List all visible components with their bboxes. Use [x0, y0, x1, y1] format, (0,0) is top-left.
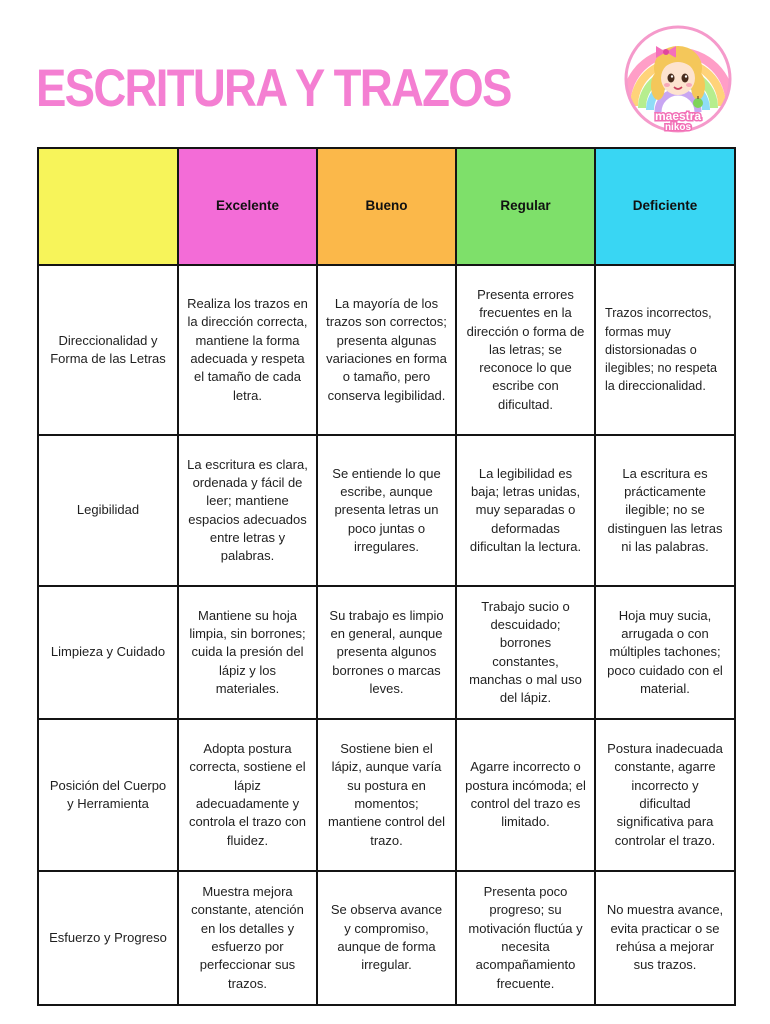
bueno-cell: Se entiende lo que escribe, aunque presenta letras un poco juntas o irregulares. [317, 435, 456, 586]
table-row [38, 586, 735, 719]
criterion-cell: Posición del Cuerpo y Herramienta [38, 719, 178, 871]
table-row [38, 435, 735, 586]
regular-cell: La legibilidad es baja; letras unidas, muy separadas o deformadas dificultan la lectura. [456, 435, 595, 586]
deficiente-cell: Hoja muy sucia, arrugada o con múltiples tachones; poco cuidado con el material. [595, 586, 735, 719]
regular-cell: Agarre incorrecto o postura incómoda; el control del trazo es limitado. [456, 719, 595, 871]
logo-text-maestra: maestra [654, 109, 702, 123]
criterion-cell: Legibilidad [38, 435, 178, 586]
table-row [38, 871, 735, 1005]
deficiente-cell: No muestra avance, evita practicar o se rehúsa a mejorar sus trazos. [595, 871, 735, 1005]
criterion-cell: Limpieza y Cuidado [38, 586, 178, 719]
maestra-nikos-logo [622, 24, 734, 134]
regular-cell: Presenta errores frecuentes en la dirección o forma de las letras; se reconoce lo que escribe con dificultad. [456, 265, 595, 435]
criterion-cell: Direccionalidad y Forma de las Letras [38, 265, 178, 435]
excelente-cell: La escritura es clara, ordenada y fácil de leer; mantiene espacios adecuados entre letras y palabras. [178, 435, 317, 586]
excelente-cell: Mantiene su hoja limpia, sin borrones; cuida la presión del lápiz y los materiales. [178, 586, 317, 719]
excelente-cell: Muestra mejora constante, atención en los detalles y esfuerzo por perfeccionar sus trazos. [178, 871, 317, 1005]
header-regular: Regular [456, 148, 595, 265]
bueno-cell: Se observa avance y compromiso, aunque de forma irregular. [317, 871, 456, 1005]
logo-text-nikos: nikos [664, 122, 692, 133]
rubric-header-row [38, 148, 735, 265]
header-bueno: Bueno [317, 148, 456, 265]
page-title: ESCRITURA Y TRAZOS [36, 59, 511, 118]
regular-cell: Presenta poco progreso; su motivación fluctúa y necesita acompañamiento frecuente. [456, 871, 595, 1005]
deficiente-cell: La escritura es prácticamente ilegible; no se distinguen las letras ni las palabras. [595, 435, 735, 586]
deficiente-cell: Trazos incorrectos, formas muy distorsionadas o ilegibles; no respeta la direccionalidad. [595, 265, 735, 435]
regular-cell: Trabajo sucio o descuidado; borrones constantes, manchas o mal uso del lápiz. [456, 586, 595, 719]
header-deficiente: Deficiente [595, 148, 735, 265]
rubric-table [37, 147, 736, 1006]
bueno-cell: La mayoría de los trazos son correctos; presenta algunas variaciones en forma o tamaño, pero conserva legibilidad. [317, 265, 456, 435]
deficiente-cell: Postura inadecuada constante, agarre incorrecto y dificultad significativa para controlar el trazo. [595, 719, 735, 871]
bueno-cell: Su trabajo es limpio en general, aunque presenta algunos borrones o marcas leves. [317, 586, 456, 719]
table-row [38, 265, 735, 435]
table-row [38, 719, 735, 871]
logo-graphic [622, 24, 734, 134]
criterion-cell: Esfuerzo y Progreso [38, 871, 178, 1005]
excelente-cell: Adopta postura correcta, sostiene el lápiz adecuadamente y controla el trazo con fluidez. [178, 719, 317, 871]
header-excelente: Excelente [178, 148, 317, 265]
bueno-cell: Sostiene bien el lápiz, aunque varía su postura en momentos; mantiene control del trazo. [317, 719, 456, 871]
header-corner-cell [38, 148, 178, 265]
excelente-cell: Realiza los trazos en la dirección correcta, mantiene la forma adecuada y respeta el tamaño de cada letra. [178, 265, 317, 435]
